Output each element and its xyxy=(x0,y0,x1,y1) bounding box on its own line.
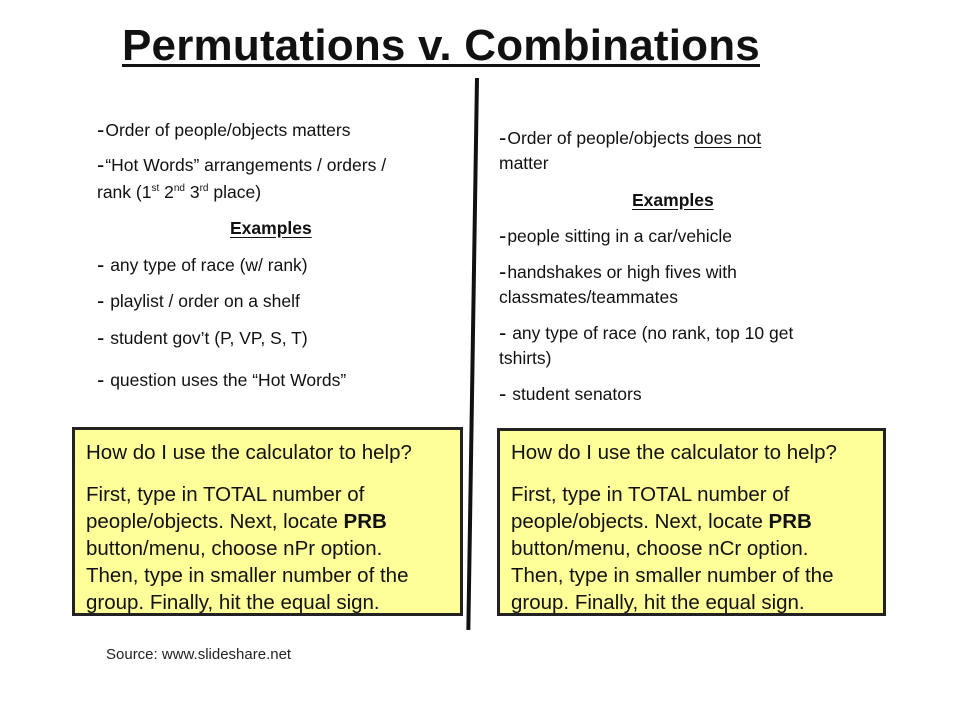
calc-step-line: people/objects. Next, locate PRB xyxy=(511,510,812,533)
right-examples-heading: Examples xyxy=(632,190,714,210)
calc-step-line: people/objects. Next, locate PRB xyxy=(86,510,387,533)
page-title: Permutations v. Combinations xyxy=(122,21,760,70)
right-example-handshakes-line2: classmates/teammates xyxy=(499,287,678,307)
column-divider xyxy=(466,78,479,630)
right-example-race-line2: tshirts) xyxy=(499,348,552,368)
calc-question: How do I use the calculator to help? xyxy=(511,441,837,464)
calc-step-line: Then, type in smaller number of the xyxy=(86,564,409,587)
right-example-senators: - student senators xyxy=(499,381,642,406)
left-bullet-hot-words-line2: rank (1st 2nd 3rd place) xyxy=(97,182,262,202)
right-bullet-order-not-matter: -Order of people/objects does not xyxy=(499,125,762,150)
calc-step-line: group. Finally, hit the equal sign. xyxy=(511,591,805,614)
source-caption: Source: www.slideshare.net xyxy=(106,646,292,663)
calc-step-line: First, type in TOTAL number of xyxy=(511,483,790,506)
left-examples-heading: Examples xyxy=(230,218,312,238)
right-example-handshakes: -handshakes or high fives with xyxy=(499,259,737,284)
calc-question: How do I use the calculator to help? xyxy=(86,441,412,464)
left-bullet-order-matters: -Order of people/objects matters xyxy=(97,117,351,142)
calc-step-line: button/menu, choose nPr option. xyxy=(86,537,383,560)
right-bullet-order-not-matter-line2: matter xyxy=(499,153,549,173)
left-bullet-hot-words: -“Hot Words” arrangements / orders / xyxy=(97,152,387,177)
left-example-hot-words: - question uses the “Hot Words” xyxy=(97,367,347,392)
calc-step-line: First, type in TOTAL number of xyxy=(86,483,365,506)
calc-step-line: Then, type in smaller number of the xyxy=(511,564,834,587)
left-example-playlist: - playlist / order on a shelf xyxy=(97,288,300,313)
left-example-race: - any type of race (w/ rank) xyxy=(97,252,308,277)
left-example-student-govt: - student gov’t (P, VP, S, T) xyxy=(97,325,308,350)
calc-step-line: group. Finally, hit the equal sign. xyxy=(86,591,380,614)
calculator-box-combinations xyxy=(497,428,886,616)
right-example-race: - any type of race (no rank, top 10 get xyxy=(499,320,794,345)
right-example-car: -people sitting in a car/vehicle xyxy=(499,223,733,248)
calculator-box-permutations xyxy=(72,427,463,616)
calc-step-line: button/menu, choose nCr option. xyxy=(511,537,809,560)
